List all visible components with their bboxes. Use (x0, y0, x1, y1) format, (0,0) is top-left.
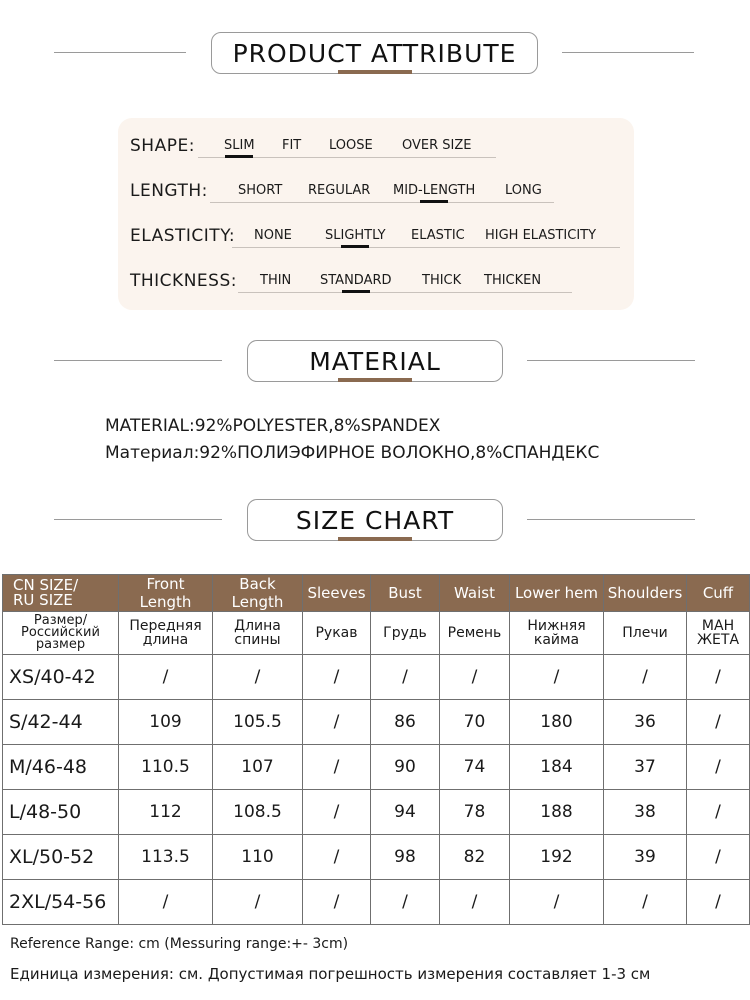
table-row (3, 880, 750, 925)
table-cell: / (510, 880, 604, 925)
table-cell: 94 (371, 790, 440, 835)
table-cell: 74 (440, 745, 510, 790)
table-cell: 184 (510, 745, 604, 790)
attribute-panel (118, 118, 634, 310)
attribute-option: HIGH ELASTICITY (485, 228, 597, 243)
title-accent-bar (338, 537, 412, 541)
title-accent-bar (338, 378, 412, 382)
attribute-option: LONG (505, 183, 542, 198)
section-title-material: MATERIAL (247, 340, 503, 382)
attribute-option-selected: MID-LENGTH (393, 183, 476, 198)
table-cell: 112 (119, 790, 213, 835)
table-row (3, 790, 750, 835)
table-cell: / (213, 880, 303, 925)
table-cell: / (119, 880, 213, 925)
section-title-attributes: PRODUCT ATTRIBUTE (211, 32, 538, 74)
table-cell: 109 (119, 700, 213, 745)
column-header-ru: Передняя длина (119, 612, 213, 655)
attribute-option: SHORT (238, 183, 283, 198)
section-title-size-chart: SIZE CHART (247, 499, 503, 541)
column-header-ru: Длина спины (213, 612, 303, 655)
attribute-label: SHAPE: (130, 136, 195, 156)
table-cell: / (687, 655, 750, 700)
column-header: Shoulders (604, 575, 687, 612)
table-cell: 98 (371, 835, 440, 880)
size-label-cell: XS/40-42 (3, 655, 119, 700)
table-cell: / (303, 655, 371, 700)
table-cell: 110 (213, 835, 303, 880)
table-cell: / (303, 835, 371, 880)
attribute-option-selected: SLIM (224, 138, 255, 153)
table-cell: / (440, 880, 510, 925)
attribute-row (118, 222, 634, 252)
attribute-option: THICK (422, 273, 462, 288)
size-chart-table (2, 574, 750, 925)
table-cell: 192 (510, 835, 604, 880)
column-header: Lower hem (510, 575, 604, 612)
column-header-ru: МАН ЖЕТА (687, 612, 750, 655)
attribute-underline (238, 292, 572, 293)
table-cell: 38 (604, 790, 687, 835)
table-cell: 70 (440, 700, 510, 745)
table-cell: / (604, 880, 687, 925)
table-cell: 180 (510, 700, 604, 745)
table-cell: / (687, 700, 750, 745)
table-cell: / (303, 790, 371, 835)
table-cell: 188 (510, 790, 604, 835)
table-cell: / (510, 655, 604, 700)
column-header: Sleeves (303, 575, 371, 612)
column-header: Back Length (213, 575, 303, 612)
table-cell: 107 (213, 745, 303, 790)
material-en-label: MATERIAL: (105, 416, 195, 436)
table-cell: / (303, 745, 371, 790)
table-cell: 90 (371, 745, 440, 790)
table-row (3, 835, 750, 880)
material-en-value: 92%POLYESTER,8%SPANDEX (194, 416, 441, 436)
attribute-option: THICKEN (484, 273, 542, 288)
attribute-label: LENGTH: (130, 181, 208, 201)
table-cell: / (687, 790, 750, 835)
table-cell: / (303, 700, 371, 745)
table-cell: 108.5 (213, 790, 303, 835)
table-row (3, 745, 750, 790)
divider-right (527, 360, 695, 361)
divider-left (54, 52, 186, 53)
table-cell: / (687, 835, 750, 880)
material-ru-value: 92%ПОЛИЭФИРНОЕ ВОЛОКНО,8%СПАНДЕКС (199, 443, 600, 463)
size-label-cell: 2XL/54-56 (3, 880, 119, 925)
footnote-en: Reference Range: cm (Messuring range:+- 3cm) (10, 936, 349, 952)
table-cell: 78 (440, 790, 510, 835)
column-header: Cuff (687, 575, 750, 612)
table-cell: 39 (604, 835, 687, 880)
attribute-option: OVER SIZE (402, 138, 472, 153)
attribute-underline (232, 247, 620, 248)
table-cell: 82 (440, 835, 510, 880)
attribute-option: NONE (254, 228, 292, 243)
attribute-label: THICKNESS: (130, 271, 237, 291)
table-cell: / (687, 745, 750, 790)
table-cell: / (604, 655, 687, 700)
divider-left (54, 519, 222, 520)
table-cell: 86 (371, 700, 440, 745)
attribute-option-selected: STANDARD (320, 273, 392, 288)
table-cell: / (119, 655, 213, 700)
table-cell: / (303, 880, 371, 925)
size-label-cell: S/42-44 (3, 700, 119, 745)
table-cell: / (371, 880, 440, 925)
size-label-cell: XL/50-52 (3, 835, 119, 880)
column-header: Front Length (119, 575, 213, 612)
column-header: Waist (440, 575, 510, 612)
attribute-option: ELASTIC (411, 228, 465, 243)
attribute-row (118, 177, 634, 207)
material-ru-label: Материал: (105, 443, 200, 463)
attribute-option: REGULAR (308, 183, 371, 198)
table-cell: / (371, 655, 440, 700)
material-ru (105, 443, 599, 463)
table-row (3, 700, 750, 745)
table-cell: 105.5 (213, 700, 303, 745)
material-en (105, 416, 440, 436)
title-accent-bar (338, 70, 412, 74)
divider-right (562, 52, 694, 53)
column-header-ru: Размер/ Российский размер (3, 612, 119, 655)
attribute-option-selected: SLIGHTLY (325, 228, 386, 243)
attribute-option: LOOSE (329, 138, 373, 153)
attribute-option: FIT (282, 138, 302, 153)
section-header-size-chart (0, 499, 750, 549)
table-cell: / (213, 655, 303, 700)
footnote-ru: Единица измерения: см. Допустимая погрешность измерения составляет 1-3 см (10, 965, 651, 983)
table-cell: 37 (604, 745, 687, 790)
table-cell: 113.5 (119, 835, 213, 880)
attribute-label: ELASTICITY: (130, 226, 236, 246)
section-header-material (0, 340, 750, 390)
table-row (3, 655, 750, 700)
column-header-ru: Ремень (440, 612, 510, 655)
table-cell: 110.5 (119, 745, 213, 790)
divider-left (54, 360, 222, 361)
attribute-option: THIN (260, 273, 292, 288)
column-header-ru: Нижняя кайма (510, 612, 604, 655)
column-header: CN SIZE/ RU SIZE (3, 575, 119, 612)
table-cell: 36 (604, 700, 687, 745)
attribute-underline (210, 202, 554, 203)
column-header-ru: Плечи (604, 612, 687, 655)
table-cell: / (687, 880, 750, 925)
column-header-ru: Рукав (303, 612, 371, 655)
divider-right (527, 519, 695, 520)
section-header-attributes (0, 32, 750, 82)
column-header-ru: Грудь (371, 612, 440, 655)
size-label-cell: L/48-50 (3, 790, 119, 835)
attribute-row (118, 132, 634, 162)
column-header: Bust (371, 575, 440, 612)
size-label-cell: M/46-48 (3, 745, 119, 790)
table-cell: / (440, 655, 510, 700)
attribute-row (118, 267, 634, 297)
